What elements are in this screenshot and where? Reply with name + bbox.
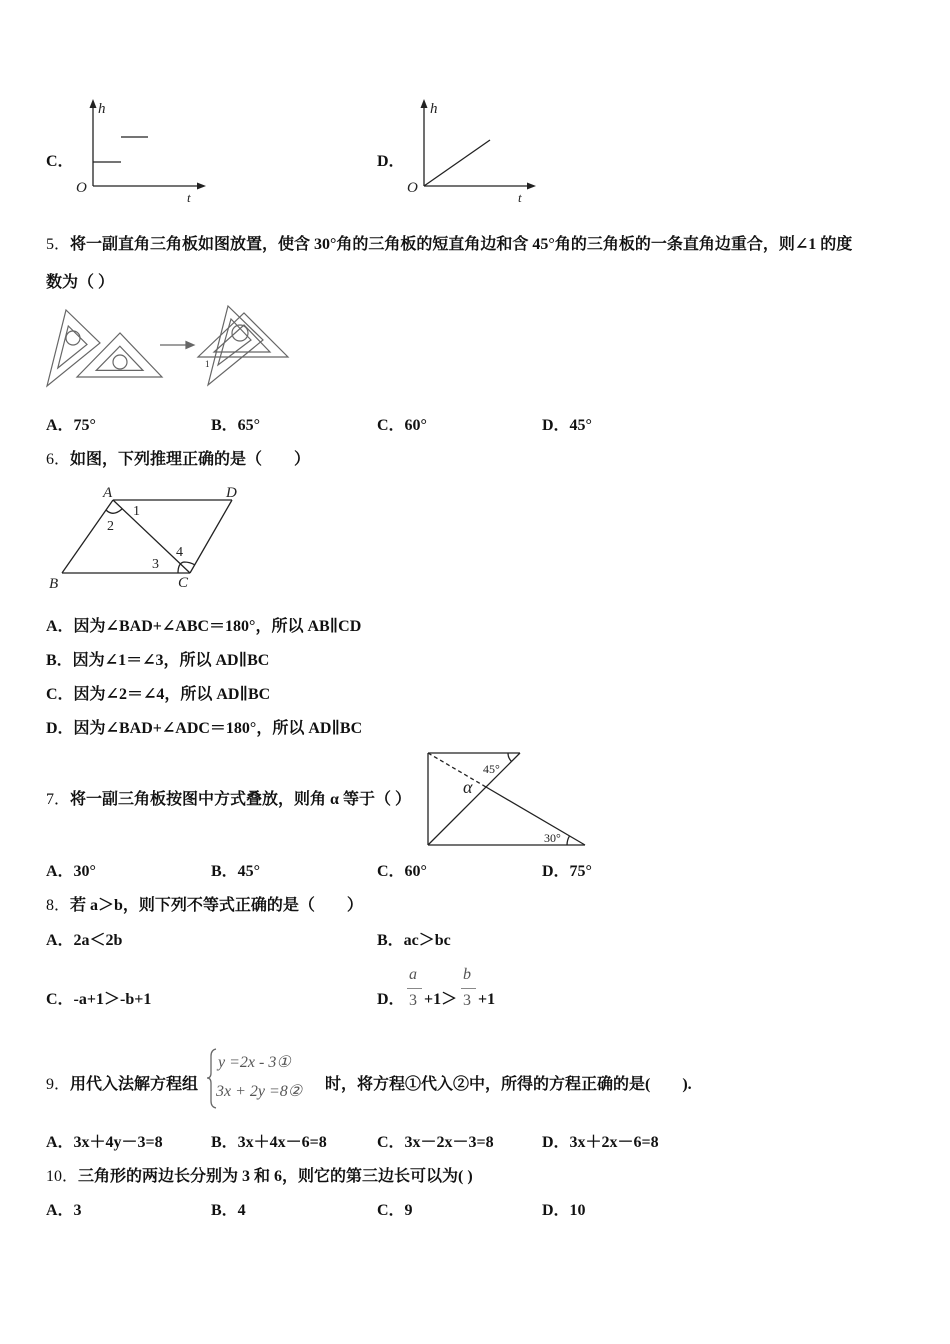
q8-number: 8．	[46, 897, 71, 914]
y-axis-label: h	[98, 101, 106, 117]
q5-stem-text: 将一副直角三角板如图放置，使含 30°角的三角板的短直角边和含 45°角的三角板的一条直角边重合，则∠1 的度	[70, 236, 853, 253]
hypotenuse-30-solid	[486, 787, 585, 845]
vertex-a-label: A	[103, 485, 113, 501]
q6-parallelogram-figure	[40, 478, 245, 593]
set-square-45-hole	[113, 355, 127, 369]
angle-2-label: 2	[107, 519, 114, 534]
q9-option-b: B．3x＋4x－6=8	[211, 1134, 327, 1151]
q6-number: 6．	[46, 451, 71, 468]
q6-option-a: A．因为∠BAD+∠ABC＝180°，所以 AB∥CD	[46, 618, 362, 635]
angle-30-label: 30°	[544, 831, 561, 845]
q8-option-d-numerator-1: a	[409, 966, 417, 983]
q10-option-b: B．4	[211, 1202, 246, 1219]
set-square-30-inner	[58, 326, 87, 368]
set-square-30-outer	[47, 310, 100, 386]
q8-option-d-middle: +1＞	[424, 991, 458, 1008]
q5-stem-line1	[46, 235, 852, 255]
q10-option-d: D．10	[542, 1202, 586, 1219]
q6-option-b: B．因为∠1＝∠3，所以 AD∥BC	[46, 652, 270, 669]
q7-number: 7．	[46, 791, 71, 808]
left-brace	[207, 1049, 216, 1108]
q7-set-squares-figure	[420, 745, 592, 853]
q6-option-c: C．因为∠2＝∠4，所以 AD∥BC	[46, 686, 271, 703]
x-axis-label: t	[518, 190, 522, 205]
q9-option-a: A．3x＋4y－3=8	[46, 1134, 163, 1151]
q7-option-a: A．30°	[46, 863, 96, 880]
q8-option-b: B．ac＞bc	[377, 932, 451, 949]
angle-1-label: 1	[205, 359, 210, 369]
q10-stem-text: 三角形的两边长分别为 3 和 6，则它的第三边长可以为( )	[78, 1168, 473, 1185]
vertex-c-label: C	[178, 575, 189, 591]
hypotenuse-30-dashed	[428, 753, 486, 787]
q8-option-d-denominator-2: 3	[463, 992, 471, 1009]
q5-figure	[40, 300, 295, 392]
arrow-head	[186, 342, 194, 349]
q7-option-c: C．60°	[377, 863, 427, 880]
q8-stem-text: 若 a＞b，则下列不等式正确的是（ ）	[70, 897, 363, 914]
q9-number: 9．	[46, 1076, 71, 1093]
combined-30-outer	[208, 306, 263, 385]
q7-stem	[46, 790, 411, 810]
q9-stem-before	[46, 1075, 198, 1095]
angle-arc-45	[508, 753, 512, 762]
side-ab	[62, 500, 113, 573]
combined-set-squares	[198, 306, 288, 385]
q5-option-c: C．60°	[377, 417, 427, 434]
q4-option-c-label: C．	[46, 153, 74, 170]
q8-option-c: C．-a+1＞-b+1	[46, 991, 152, 1008]
q7-stem-text: 将一副三角板按图中方式叠放，则角 α 等于（ ）	[70, 791, 411, 808]
x-axis-arrow	[527, 183, 536, 190]
q8-option-d-denominator-1: 3	[409, 992, 417, 1009]
vertex-d-label: D	[226, 485, 237, 501]
q9-equation-1: y =2x - 3①	[218, 1054, 291, 1071]
q4-option-c-graph	[70, 95, 210, 207]
q9-stem-after: 时，将方程①代入②中，所得的方程正确的是( ).	[325, 1076, 692, 1093]
angle-1-label: 1	[133, 504, 140, 519]
graph-line	[424, 140, 490, 186]
vertex-b-label: B	[49, 576, 59, 592]
q10-option-a: A．3	[46, 1202, 82, 1219]
y-axis-arrow	[90, 99, 97, 108]
q10-stem	[46, 1167, 473, 1187]
q10-number: 10．	[46, 1168, 79, 1185]
alpha-label: α	[463, 777, 473, 797]
angle-arc-30	[567, 836, 570, 845]
set-square-30-hole	[66, 331, 80, 345]
angle-4-label: 4	[176, 545, 183, 560]
transform-arrow	[160, 342, 194, 349]
q6-option-d: D．因为∠BAD+∠ADC＝180°，所以 AD∥BC	[46, 720, 363, 737]
q8-stem	[46, 896, 363, 916]
q6-stem-text: 如图，下列推理正确的是（ ）	[70, 451, 311, 468]
set-square-45-left	[77, 333, 162, 377]
q8-option-a: A．2a＜2b	[46, 932, 123, 949]
q10-option-c: C．9	[377, 1202, 413, 1219]
q9-stem-before-text: 用代入法解方程组	[70, 1076, 199, 1093]
q9-option-d: D．3x＋2x－6=8	[542, 1134, 659, 1151]
q8-option-d-fraction-bar-2	[461, 988, 476, 989]
q8-option-d-letter: D．	[377, 991, 405, 1008]
q4-option-d-label: D．	[377, 153, 405, 170]
origin-label: O	[407, 180, 418, 196]
angle-3-label: 3	[152, 557, 159, 572]
origin-label: O	[76, 180, 87, 196]
q5-option-b: B．65°	[211, 417, 261, 434]
q6-stem	[46, 450, 310, 470]
q5-stem-line2: 数为（ ）	[46, 274, 115, 291]
set-square-30-left	[47, 310, 100, 386]
x-axis-arrow	[197, 183, 206, 190]
x-axis-label: t	[187, 190, 191, 205]
q4-option-d-graph	[400, 95, 545, 207]
combined-45-outer	[198, 313, 288, 357]
q5-option-d: D．45°	[542, 417, 592, 434]
q7-option-d: D．75°	[542, 863, 592, 880]
q5-number: 5．	[46, 236, 71, 253]
q5-option-a: A．75°	[46, 417, 96, 434]
q9-equation-2: 3x + 2y =8②	[216, 1083, 303, 1100]
y-axis-arrow	[421, 99, 428, 108]
y-axis-label: h	[430, 101, 438, 117]
angle-arc-a	[106, 509, 122, 513]
q9-option-c: C．3x－2x－3=8	[377, 1134, 494, 1151]
side-dc	[190, 500, 232, 573]
q8-option-d-end: +1	[478, 991, 496, 1008]
q8-option-d-numerator-2: b	[463, 966, 471, 983]
q8-option-d-fraction-bar-1	[407, 988, 422, 989]
angle-45-label: 45°	[483, 762, 500, 776]
q7-option-b: B．45°	[211, 863, 261, 880]
